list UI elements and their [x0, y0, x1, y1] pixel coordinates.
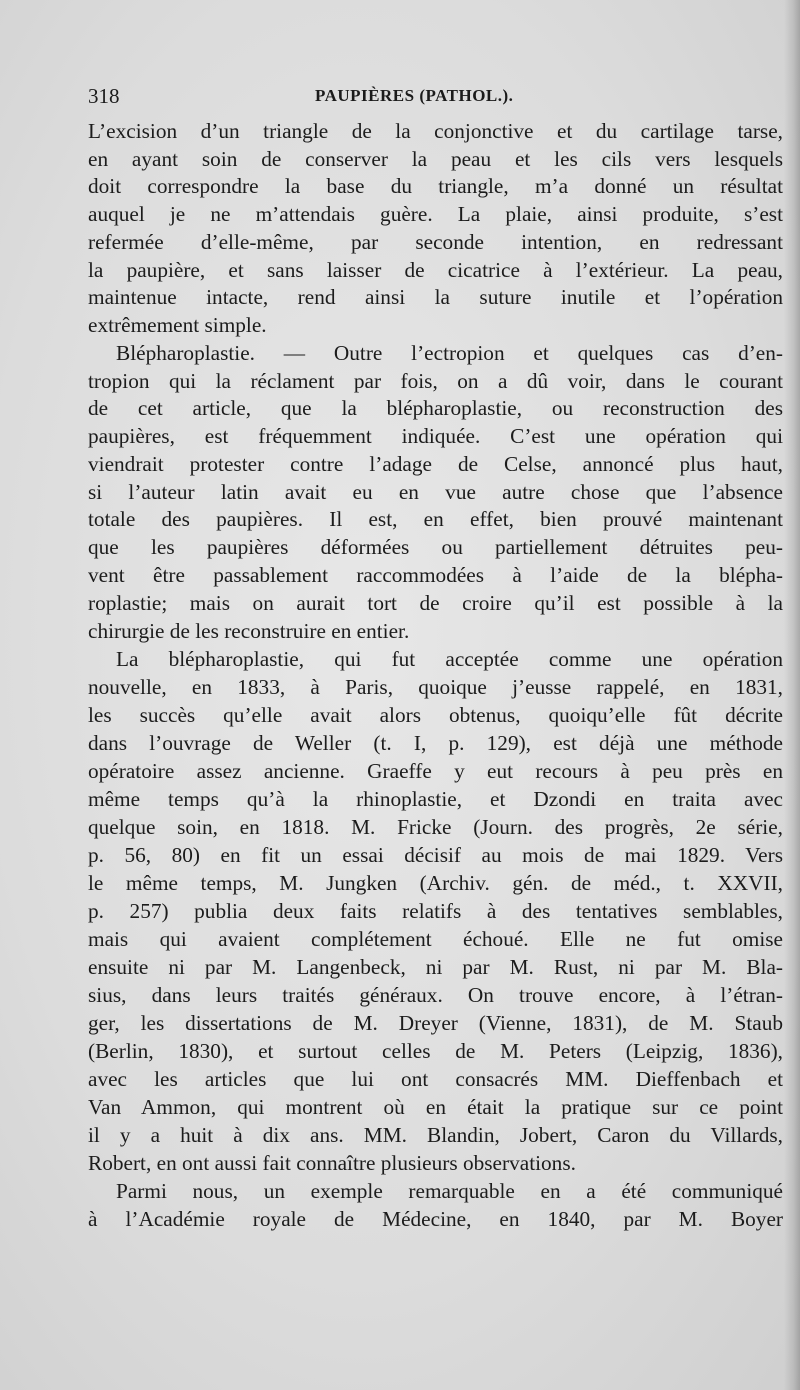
text-line: opératoire assez ancienne. Graeffe y eut recours à peu près en	[88, 759, 783, 783]
text-line: Van Ammon, qui montrent où en était la pratique sur ce point	[88, 1095, 783, 1119]
text-line: tropion qui la réclament par fois, on a dû voir, dans le courant	[88, 369, 783, 393]
text-line: viendrait protester contre l’adage de Celse, annoncé plus haut,	[88, 452, 783, 476]
text-line: les succès qu’elle avait alors obtenus, quoiqu’elle fût décrite	[88, 703, 783, 727]
page-number: 318	[88, 84, 120, 108]
text-line: maintenue intacte, rend ainsi la suture inutile et l’opération	[88, 285, 783, 309]
text-line: chirurgie de les reconstruire en entier.	[88, 619, 410, 643]
text-line: refermée d’elle-même, par seconde intention, en redressant	[88, 230, 783, 254]
text-line: totale des paupières. Il est, en effet, bien prouvé maintenant	[88, 507, 783, 531]
text-line: si l’auteur latin avait eu en vue autre chose que l’absence	[88, 480, 783, 504]
text-line: la paupière, et sans laisser de cicatrice à l’extérieur. La peau,	[88, 258, 783, 282]
text-line: que les paupières déformées ou partiellement détruites peu-	[88, 535, 783, 559]
text-line: p. 257) publia deux faits relatifs à des tentatives semblables,	[88, 899, 783, 923]
text-line: ensuite ni par M. Langenbeck, ni par M. Rust, ni par M. Bla-	[88, 955, 783, 979]
text-line: Parmi nous, un exemple remarquable en a été communiqué	[116, 1179, 783, 1203]
text-line: avec les articles que lui ont consacrés MM. Dieffenbach et	[88, 1067, 783, 1091]
text-line: mais qui avaient complétement échoué. Elle ne fut omise	[88, 927, 783, 951]
text-line: auquel je ne m’attendais guère. La plaie, ainsi produite, s’est	[88, 202, 783, 226]
text-line: dans l’ouvrage de Weller (t. I, p. 129), est déjà une méthode	[88, 731, 783, 755]
page-edge-shadow	[784, 0, 800, 1390]
text-line: p. 56, 80) en fit un essai décisif au mois de mai 1829. Vers	[88, 843, 783, 867]
text-line: quelque soin, en 1818. M. Fricke (Journ. des progrès, 2e série,	[88, 815, 783, 839]
page-header	[88, 84, 788, 112]
text-line: paupières, est fréquemment indiquée. C’est une opération qui	[88, 424, 783, 448]
text-line: il y a huit à dix ans. MM. Blandin, Jobert, Caron du Villards,	[88, 1123, 783, 1147]
text-line: ger, les dissertations de M. Dreyer (Vienne, 1831), de M. Staub	[88, 1011, 783, 1035]
text-line: nouvelle, en 1833, à Paris, quoique j’eusse rappelé, en 1831,	[88, 675, 783, 699]
text-line: en ayant soin de conserver la peau et les cils vers lesquels	[88, 147, 783, 171]
text-line: La blépharoplastie, qui fut acceptée comme une opération	[116, 647, 783, 671]
text-line: vent être passablement raccommodées à l’aide de la blépha-	[88, 563, 783, 587]
text-line: sius, dans leurs traités généraux. On trouve encore, à l’étran-	[88, 983, 783, 1007]
text-line: de cet article, que la blépharoplastie, ou reconstruction des	[88, 396, 783, 420]
text-line: roplastie; mais on aurait tort de croire qu’il est possible à la	[88, 591, 783, 615]
text-line: le même temps, M. Jungken (Archiv. gén. de méd., t. XXVII,	[88, 871, 783, 895]
text-line: extrêmement simple.	[88, 313, 267, 337]
running-head: PAUPIÈRES (PATHOL.).	[315, 86, 514, 105]
text-line: doit correspondre la base du triangle, m’a donné un résultat	[88, 174, 783, 198]
text-line: à l’Académie royale de Médecine, en 1840, par M. Boyer	[88, 1207, 783, 1231]
section-heading-line: Blépharoplastie. — Outre l’ectropion et quelques cas d’en-	[116, 341, 783, 365]
text-line: L’excision d’un triangle de la conjonctive et du cartilage tarse,	[88, 119, 783, 143]
text-line: (Berlin, 1830), et surtout celles de M. Peters (Leipzig, 1836),	[88, 1039, 783, 1063]
text-line: Robert, en ont aussi fait connaître plusieurs observations.	[88, 1151, 576, 1175]
text-line: même temps qu’à la rhinoplastie, et Dzondi en traita avec	[88, 787, 783, 811]
